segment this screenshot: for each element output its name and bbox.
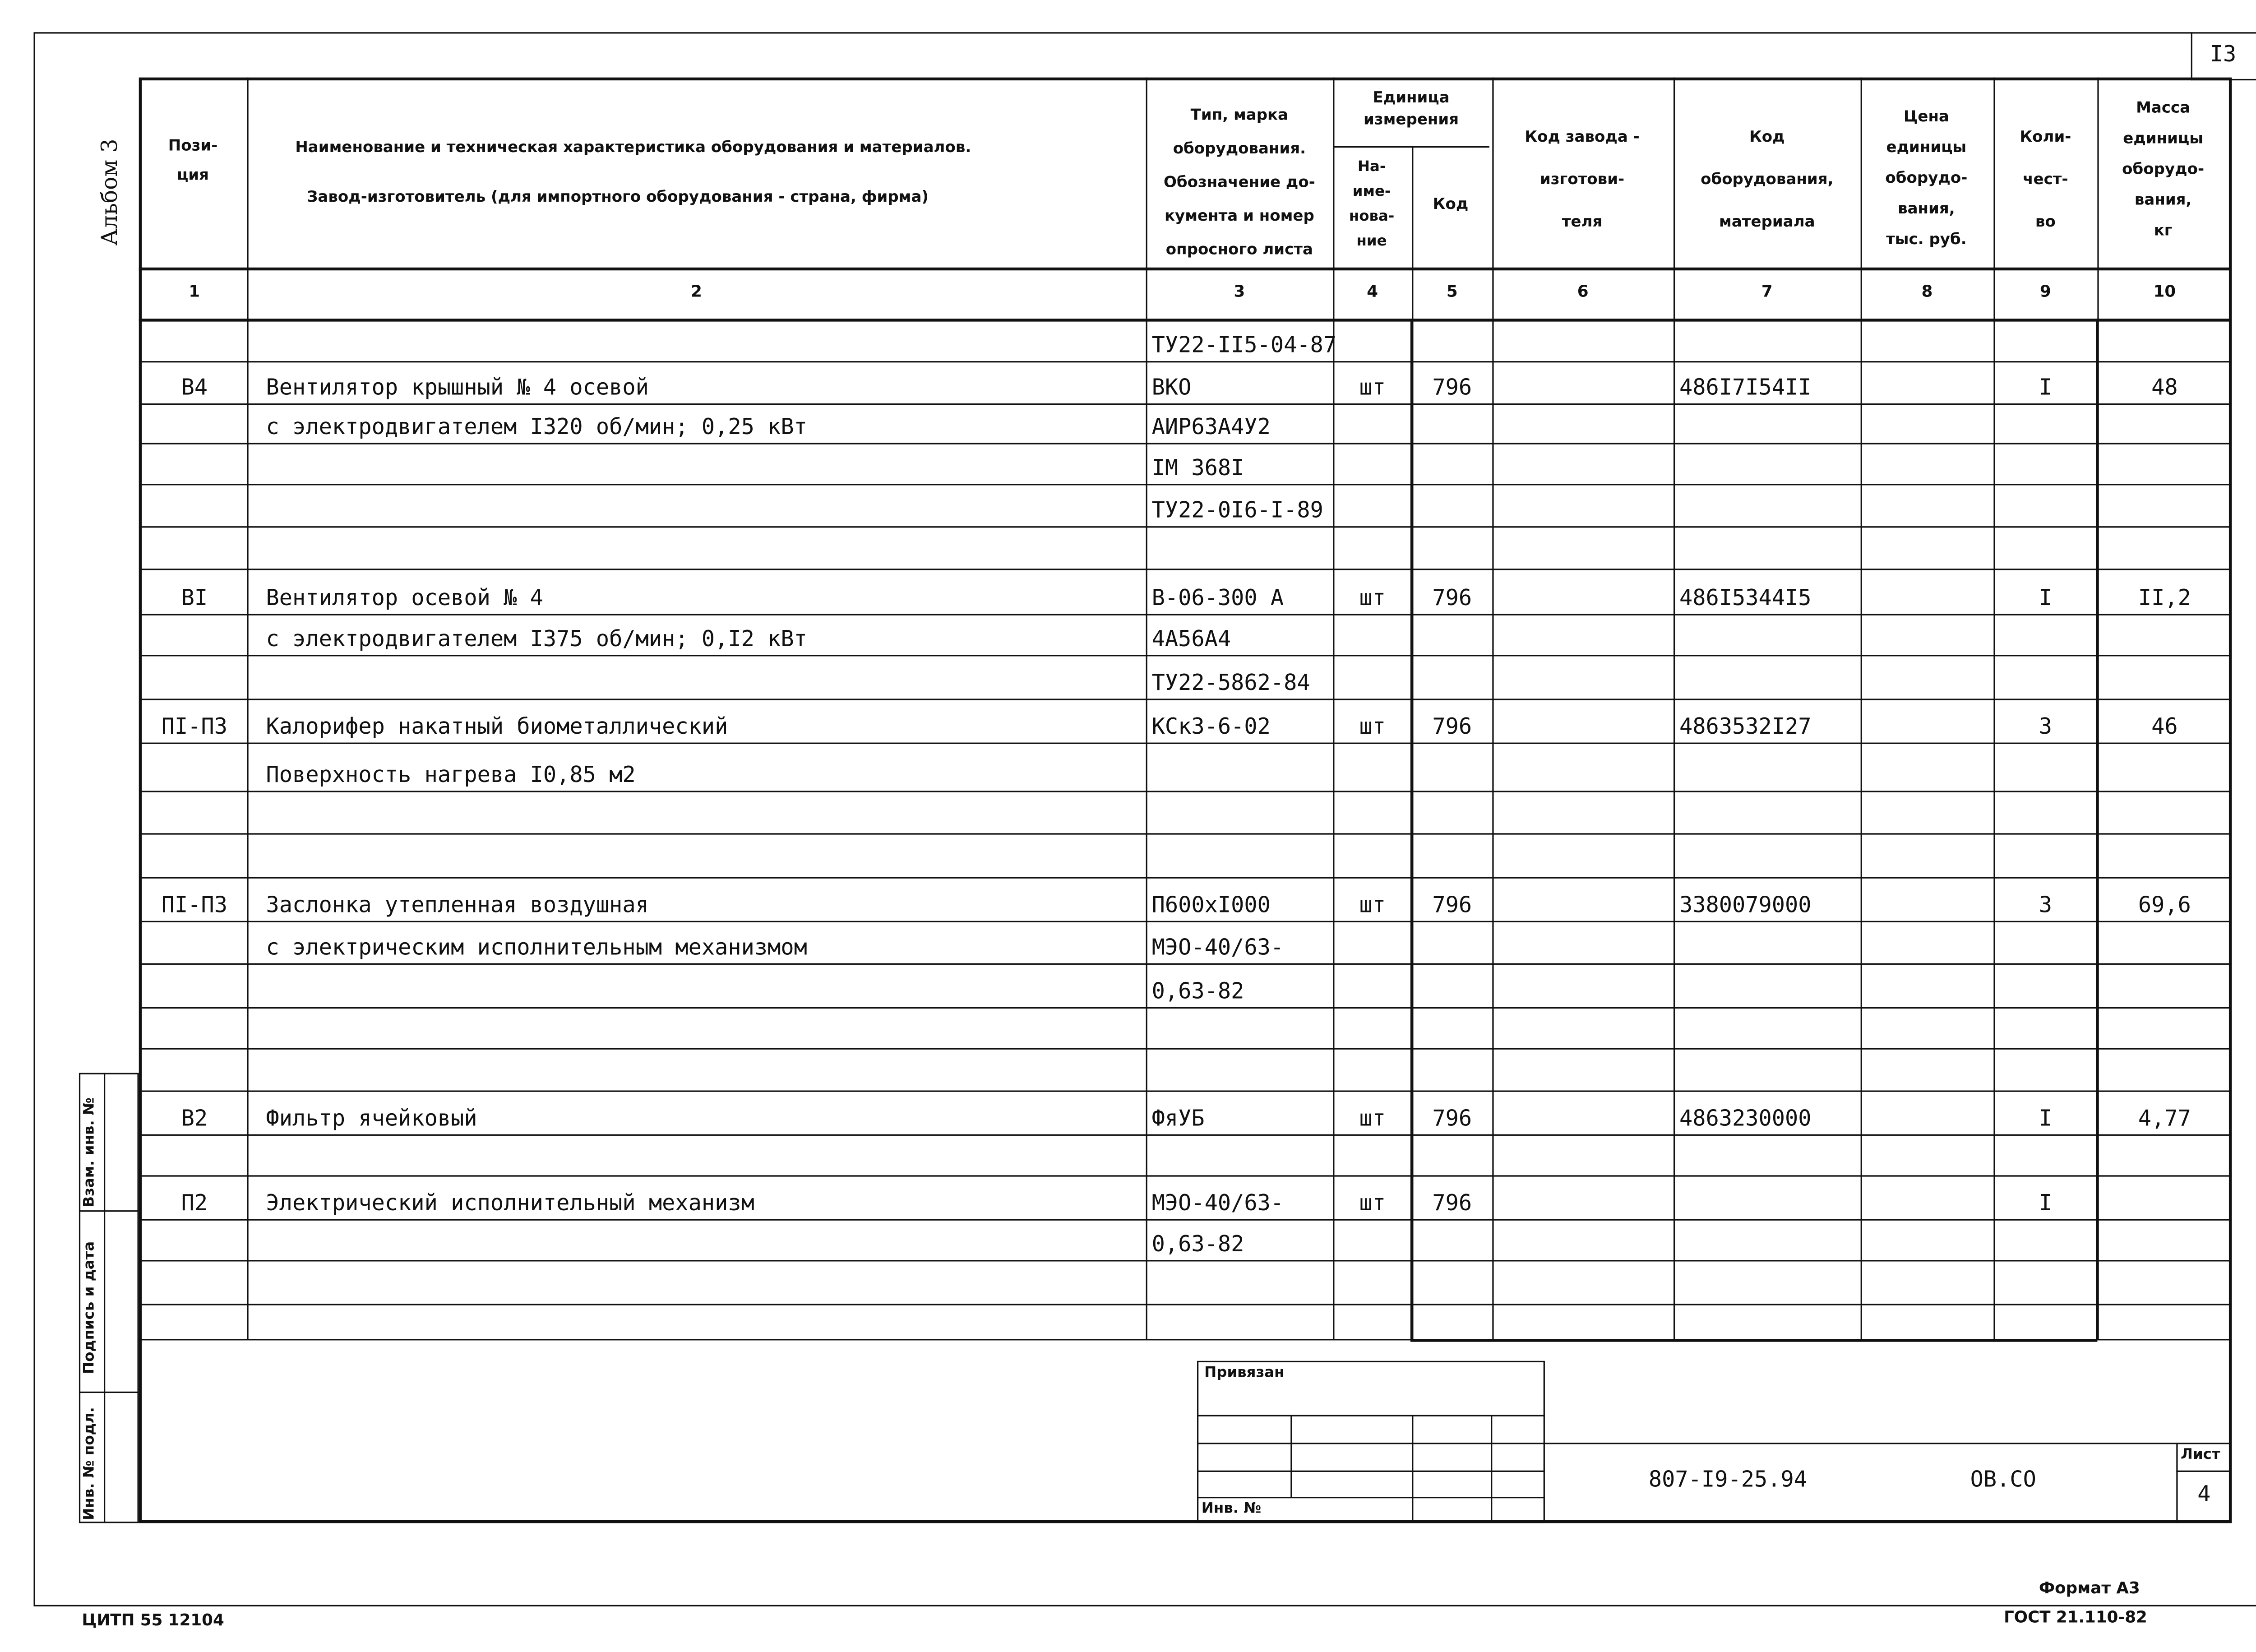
row-18-mass: 4,77 [2138, 1105, 2191, 1132]
col-number-9: 9 [2040, 282, 2051, 301]
header-unit-name: На- име- нова- ние [1349, 159, 1395, 250]
footer-left: ЦИТП 55 12104 [82, 1610, 224, 1630]
row-line-18 [142, 1134, 2232, 1136]
row-line-9 [142, 743, 2232, 744]
album-label: Альбом 3 [96, 139, 123, 246]
row-line-2 [142, 443, 2232, 444]
privyazan-line-3 [1197, 1471, 1545, 1472]
row-6-name: Вентилятор осевой № 4 [266, 584, 543, 611]
row-20-qty: I [2039, 1189, 2053, 1217]
row-18-code: 796 [1432, 1105, 1472, 1132]
col-number-1: 1 [189, 282, 200, 301]
row-20-unit: шт [1359, 1189, 1386, 1217]
row-9-qty: 3 [2039, 713, 2053, 740]
row-1-type: ВКО [1151, 374, 1192, 401]
row-1-name: Вентилятор крышный № 4 осевой [266, 374, 649, 401]
row-13-pos: ПI-П3 [161, 891, 227, 918]
row-3-type: IМ 368I [1151, 454, 1244, 481]
row-9-type: КСк3-6-02 [1151, 713, 1271, 740]
header-unit-code: Код [1433, 196, 1469, 213]
row-1-pos: В4 [181, 374, 208, 401]
top-sheet-number: I3 [2210, 41, 2237, 68]
row-4-type: ТУ22-0I6-I-89 [1151, 497, 1323, 523]
row-6-mass: II,2 [2138, 584, 2191, 611]
col-number-4: 4 [1367, 282, 1378, 301]
row-7-name: с электродвигателем I375 об/мин; 0,I2 кВт [266, 625, 807, 652]
row-line-15 [142, 1007, 2232, 1009]
row-6-unit: шт [1359, 584, 1386, 611]
doc-mark: ОВ.СО [1970, 1466, 2036, 1493]
footer-gost: ГОСТ 21.110-82 [2004, 1608, 2147, 1627]
header-factory-code: Код завода - изготови- теля [1525, 129, 1640, 231]
row-1-unit: шт [1359, 374, 1386, 401]
sheet-label: Лист [2181, 1447, 2220, 1463]
privyazan-col-2 [1412, 1415, 1413, 1523]
thick-col-5-left [1410, 319, 1413, 1339]
header-unit-group: Единица измерения [1364, 89, 1459, 129]
header-name: Наименование и техническая характеристика оборудования и материалов. Завод-изготовитель (для импортного оборудования - страна, фирма) [295, 139, 971, 206]
stamp-top-line [1545, 1443, 2232, 1444]
row-18-type: ФяУБ [1151, 1105, 1205, 1132]
side-stamp-line-1 [79, 1210, 139, 1212]
col-line-7 [1861, 78, 1862, 1339]
col-line-6 [1674, 78, 1675, 1339]
col-line-3 [1333, 78, 1334, 1339]
row-line-14 [142, 963, 2232, 965]
row-15-type: 0,63-82 [1151, 978, 1244, 1004]
row-line-17 [142, 1091, 2232, 1092]
side-stamp-line-2 [79, 1392, 139, 1393]
row-9-pos: ПI-П3 [161, 713, 227, 740]
row-20-name: Электрический исполнительный механизм [266, 1189, 754, 1217]
row-9-mass: 46 [2151, 713, 2178, 740]
header-qty: Коли- чест- во [2020, 129, 2071, 231]
row-13-name: Заслонка утепленная воздушная [266, 891, 649, 918]
side-stamp-inv: Инв. № подл. [82, 1407, 98, 1520]
col-number-8: 8 [1921, 282, 1933, 301]
privyazan-col-3 [1491, 1415, 1492, 1523]
thick-col-9-right [2096, 319, 2099, 1339]
col-line-8 [1993, 78, 1995, 1339]
row-18-name: Фильтр ячейковый [266, 1105, 477, 1132]
col-number-10: 10 [2153, 282, 2176, 301]
col-number-7: 7 [1761, 282, 1773, 301]
row-2-name: с электродвигателем I320 об/мин; 0,25 кВт [266, 413, 807, 440]
row-line-5 [142, 569, 2232, 570]
row-8-type: ТУ22-5862-84 [1151, 669, 1310, 696]
privyazan-line-2 [1197, 1443, 1545, 1444]
header-bottom-line [139, 268, 2232, 270]
row-20-type: МЭО-40/63- [1151, 1189, 1284, 1217]
header-price: Цена единицы оборудо- вания, тыс. руб. [1885, 108, 1968, 249]
col-number-6: 6 [1577, 282, 1589, 301]
row-13-code: 796 [1432, 891, 1472, 918]
side-stamp-vzam: Взам. инв. № [82, 1097, 98, 1208]
row-line-4 [142, 526, 2232, 528]
col-number-3: 3 [1234, 282, 1245, 301]
privyazan-line-4 [1197, 1497, 1545, 1498]
row-6-equip: 486I5344I5 [1679, 584, 1812, 611]
row-9-code: 796 [1432, 713, 1472, 740]
row-line-22 [142, 1304, 2232, 1305]
row-line-13 [142, 921, 2232, 922]
row-21-type: 0,63-82 [1151, 1231, 1244, 1257]
privyazan-label: Привязан [1204, 1365, 1285, 1382]
privyazan-col-1 [1290, 1415, 1292, 1497]
row-line-0 [142, 361, 2232, 362]
row-13-equip: 3380079000 [1679, 891, 1812, 918]
row-7-type: 4А56А4 [1151, 625, 1231, 652]
row-13-type: П600хI000 [1151, 891, 1271, 918]
row-line-1 [142, 403, 2232, 405]
footer-format: Формат А3 [2039, 1578, 2140, 1598]
row-line-21 [142, 1260, 2232, 1261]
row-9-name: Калорифер накатный биометаллический [266, 713, 728, 740]
row-13-mass: 69,6 [2138, 891, 2191, 918]
row-line-7 [142, 655, 2232, 656]
row-1-code: 796 [1432, 374, 1472, 401]
col-line-2 [1146, 78, 1147, 1339]
row-10-name: Поверхность нагрева I0,85 м2 [266, 761, 636, 788]
inv-no-label: Инв. № [1201, 1501, 1262, 1518]
row-line-11 [142, 833, 2232, 834]
col-number-5: 5 [1446, 282, 1458, 301]
side-stamp-divider [104, 1073, 105, 1523]
row-6-pos: ВI [181, 584, 208, 611]
header-mass: Масса единицы оборудо- вания, кг [2122, 99, 2205, 240]
sheet-box-mid [2176, 1471, 2232, 1472]
row-18-equip: 4863230000 [1679, 1105, 1812, 1132]
col-line-1 [247, 78, 248, 1339]
col-line-5 [1492, 78, 1493, 1339]
row-9-equip: 4863532I27 [1679, 713, 1812, 740]
row-18-pos: В2 [181, 1105, 208, 1132]
row-line-8 [142, 699, 2232, 700]
privyazan-box [1197, 1361, 1545, 1523]
row-1-equip: 486I7I54II [1679, 374, 1812, 401]
row-line-19 [142, 1175, 2232, 1176]
privyazan-line-1 [1197, 1415, 1545, 1416]
row-line-20 [142, 1219, 2232, 1221]
row-14-type: МЭО-40/63- [1151, 934, 1284, 961]
side-stamp-podpis: Подпись и дата [82, 1241, 98, 1374]
row-line-6 [142, 614, 2232, 615]
row-line-10 [142, 791, 2232, 792]
row-20-pos: П2 [181, 1189, 208, 1217]
unit-group-line [1333, 146, 1489, 148]
row-6-qty: I [2039, 584, 2053, 611]
row-13-qty: 3 [2039, 891, 2053, 918]
header-type: Тип, марка оборудования. Обозначение до- кумента и номер опросного листа [1163, 106, 1315, 259]
row-14-name: с электрическим исполнительным механизмом [266, 934, 807, 961]
header-equip-code: Код оборудования, материала [1701, 129, 1834, 231]
row-18-qty: I [2039, 1105, 2053, 1132]
row-2-type: АИР63А4У2 [1151, 413, 1271, 440]
doc-code: 807-I9-25.94 [1648, 1466, 1807, 1493]
row-6-type: В-06-300 А [1151, 584, 1284, 611]
row-1-qty: I [2039, 374, 2053, 401]
row-line-12 [142, 877, 2232, 879]
body-bottom-line [139, 1339, 2232, 1340]
row-20-code: 796 [1432, 1189, 1472, 1217]
col-number-2: 2 [691, 282, 702, 301]
sheet-number: 4 [2197, 1481, 2211, 1507]
row-line-3 [142, 484, 2232, 485]
row-1-mass: 48 [2151, 374, 2178, 401]
header-position: Пози- ция [168, 137, 218, 185]
row-9-unit: шт [1359, 713, 1386, 740]
row-13-unit: шт [1359, 891, 1386, 918]
row-0-type: ТУ22-II5-04-87 [1151, 332, 1337, 358]
colnum-bottom-line [139, 319, 2232, 321]
row-6-code: 796 [1432, 584, 1472, 611]
row-18-unit: шт [1359, 1105, 1386, 1132]
row-line-16 [142, 1048, 2232, 1050]
